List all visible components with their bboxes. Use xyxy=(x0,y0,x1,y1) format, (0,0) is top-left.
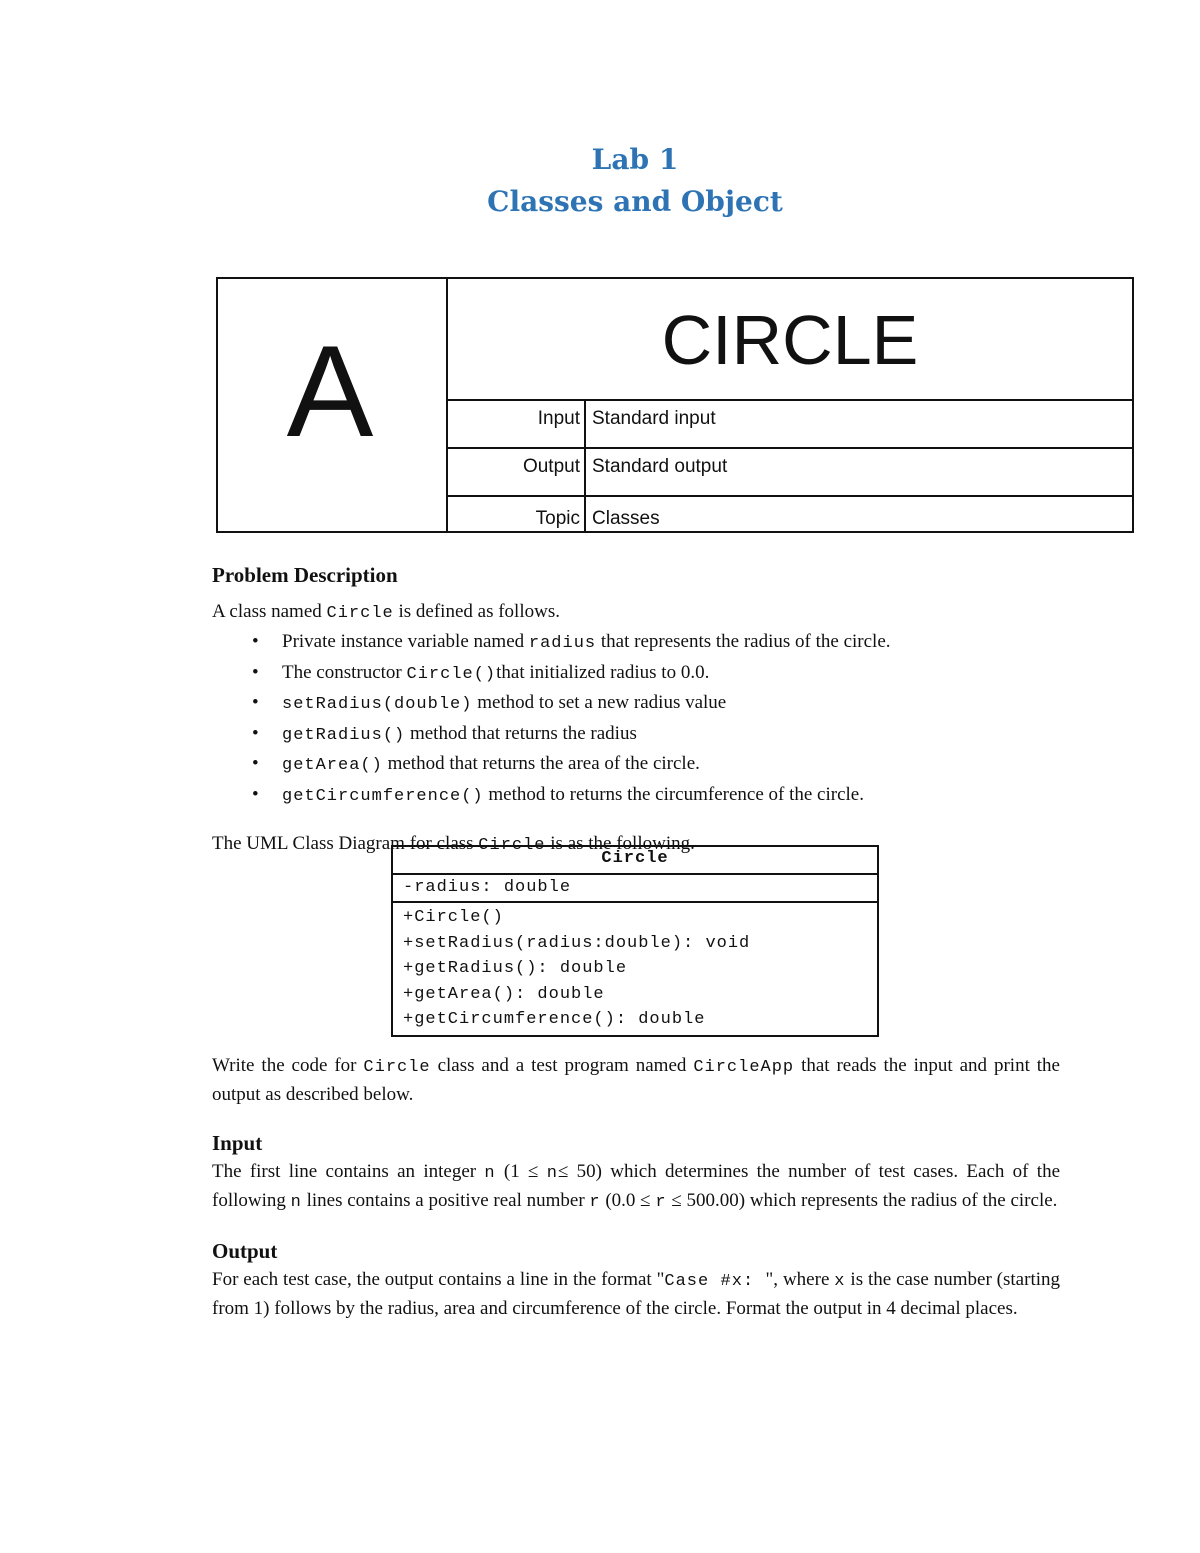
problem-letter: A xyxy=(286,318,374,464)
output-section xyxy=(212,1236,1060,1322)
output-row xyxy=(448,449,1132,497)
uml-operation: +getArea(): double xyxy=(403,984,605,1004)
input-section xyxy=(212,1128,1060,1216)
output-value: Standard output xyxy=(592,456,728,477)
title-topic: Classes and Object xyxy=(487,185,783,218)
input-heading: Input xyxy=(212,1131,263,1155)
task-description xyxy=(212,1052,1060,1108)
uml-operations xyxy=(393,903,877,1035)
output-label: Output xyxy=(448,449,586,495)
topic-value: Classes xyxy=(592,508,660,529)
uml-class-name: Circle xyxy=(393,847,877,875)
class-member-list xyxy=(212,628,1060,811)
problem-description xyxy=(212,560,1060,859)
input-text: The first line contains an integer n (1 ≤ n≤ 50) which determines the number of test cases. Each of the following n lines contains a positive real number r (0.0 ≤ r ≤ 500.00) which represents the radius of the circle. xyxy=(212,1161,1060,1212)
uml-operation: +getCircumference(): double xyxy=(403,1010,706,1029)
class-intro: A class named Circle is defined as follows. xyxy=(212,601,560,623)
output-text: For each test case, the output contains a line in the format "Case #x: ", where x is the case number (starting from 1) follows by the radius, area and circumference of the circle. Format the output in 4 decimal places. xyxy=(212,1269,1060,1319)
list-item: • getCircumference() method to returns the circumference of the circle. xyxy=(252,783,864,806)
topic-row xyxy=(448,497,1132,531)
task-section xyxy=(212,1052,1060,1342)
uml-operation: +setRadius(radius:double): void xyxy=(403,933,751,953)
output-heading: Output xyxy=(212,1239,278,1263)
uml-attributes: -radius: double xyxy=(393,875,877,903)
list-item: • setRadius(double) method to set a new radius value xyxy=(252,692,727,714)
list-item: • getArea() method that returns the area of the circle. xyxy=(252,753,700,775)
list-item: • Private instance variable named radius that represents the radius of the circle. xyxy=(252,631,891,653)
input-label: Input xyxy=(448,401,586,447)
uml-class-diagram xyxy=(391,845,879,1037)
uml-operation: +getRadius(): double xyxy=(403,959,628,978)
uml-operation: +Circle() xyxy=(403,908,504,927)
uml-intro: The UML Class Diagram for class Circle is as the following. xyxy=(212,833,695,855)
list-item: • getRadius() method that returns the radius xyxy=(252,722,637,745)
input-row xyxy=(448,401,1132,449)
input-value: Standard input xyxy=(592,408,716,429)
title-lab-number: Lab 1 xyxy=(591,143,679,176)
topic-label: Topic xyxy=(448,497,586,531)
task-text: Write the code for Circle class and a test program named CircleApp that reads the input and print the output as described below. xyxy=(212,1055,1060,1105)
document-title xyxy=(0,140,1200,224)
list-item: • The constructor Circle()that initialized radius to 0.0. xyxy=(252,661,710,684)
problem-name: CIRCLE xyxy=(448,279,1132,401)
problem-description-heading: Problem Description xyxy=(212,563,398,587)
